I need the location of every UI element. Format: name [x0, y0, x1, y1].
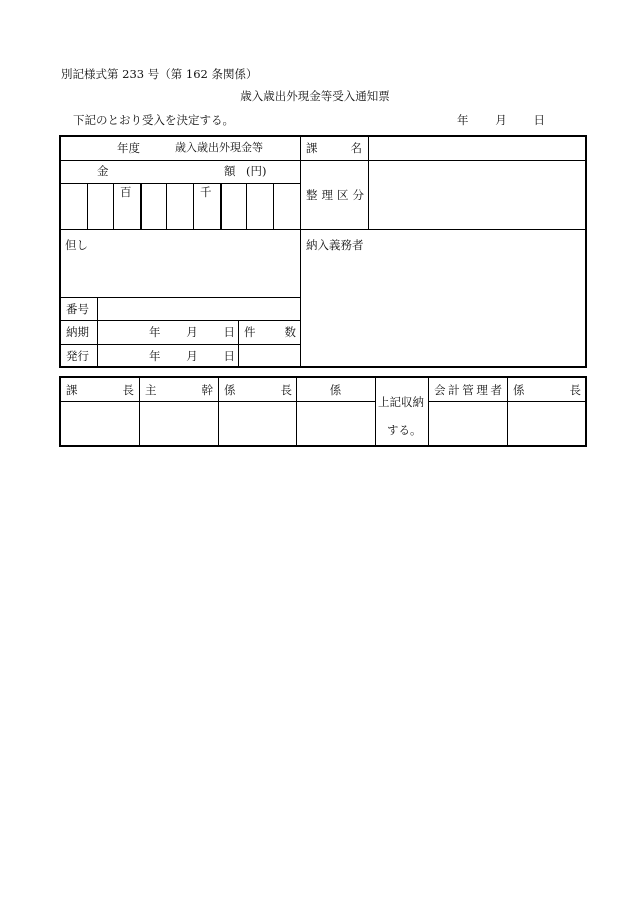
column-divider — [97, 297, 98, 367]
intro-text: 下記のとおり受入を決定する。 — [73, 113, 234, 127]
row-divider — [60, 297, 300, 298]
stamp-box-subsection-chief — [219, 402, 296, 445]
category-label: 歳入歳出外現金等 — [175, 141, 263, 154]
column-divider — [300, 136, 301, 367]
stamp-box-accounting-manager — [429, 402, 507, 445]
amount-unit-label: (円) — [246, 164, 267, 178]
label-char: 理 — [321, 188, 333, 202]
label-char — [164, 383, 176, 397]
label-char: 日 — [223, 325, 235, 339]
label-char — [483, 113, 495, 127]
label-char — [262, 383, 274, 397]
label-char: 長 — [122, 383, 134, 397]
label-char: 係 — [224, 383, 236, 397]
payer-label: 納入義務者 — [306, 238, 364, 252]
accounting-manager-label — [434, 383, 502, 397]
section-name-label — [306, 141, 362, 155]
label-char: 月 — [186, 325, 198, 339]
stamp-box-chief-officer — [140, 402, 218, 445]
label-char — [104, 383, 116, 397]
row-divider — [60, 401, 375, 402]
label-char — [183, 383, 195, 397]
row-divider — [60, 344, 300, 345]
receipt-note-line1: 上記収納 — [378, 395, 424, 409]
proviso-label: 但し — [65, 238, 88, 252]
amount-digit-cell — [246, 184, 273, 229]
label-char — [551, 383, 563, 397]
amount-digit-cell — [87, 184, 113, 229]
label-char: 課 — [306, 141, 318, 155]
stamp-box-accounting-subsection-chief — [508, 402, 585, 445]
label-char — [521, 113, 533, 127]
label-char — [205, 349, 217, 363]
row-divider — [428, 401, 586, 402]
due-date-fields — [149, 325, 235, 339]
label-char — [258, 325, 270, 339]
column-divider — [238, 320, 239, 367]
form-number: 別記様式第 233 号（第 162 条関係） — [61, 67, 258, 81]
label-char: 月 — [495, 113, 507, 127]
amount-label-gaku: 額 — [224, 164, 236, 178]
staff-label: 係 — [329, 383, 342, 397]
fiscal-year-label: 年度 — [117, 141, 140, 155]
amount-digit-cell — [60, 184, 87, 229]
label-char — [470, 113, 482, 127]
due-date-label: 納期 — [66, 325, 89, 339]
label-char: 数 — [284, 325, 296, 339]
row-divider — [60, 160, 586, 161]
label-char: 整 — [306, 188, 318, 202]
label-char — [321, 141, 333, 155]
number-label: 番号 — [66, 302, 89, 316]
column-divider — [507, 377, 508, 446]
section-chief-label — [66, 383, 134, 397]
label-char: 件 — [244, 325, 256, 339]
accounting-subsection-chief-label — [513, 383, 581, 397]
column-divider — [428, 377, 429, 446]
count-value-cell — [239, 345, 300, 366]
section-name-value-cell — [369, 137, 585, 160]
label-char: 日 — [533, 113, 545, 127]
label-char: 長 — [569, 383, 581, 397]
amount-digit-cell — [220, 184, 246, 229]
label-char: 会 — [434, 383, 446, 397]
label-char — [168, 325, 180, 339]
stamp-box-section-chief — [61, 402, 139, 445]
column-divider — [139, 377, 140, 446]
label-char: 幹 — [201, 383, 213, 397]
column-divider — [218, 377, 219, 446]
subsection-chief-label — [224, 383, 292, 397]
form-title: 歳入歳出外現金等受入通知票 — [240, 89, 390, 103]
label-char: 区 — [337, 188, 349, 202]
label-char: 管 — [462, 383, 474, 397]
proviso-cell — [61, 230, 300, 297]
label-char — [508, 113, 520, 127]
amount-digit-cell — [113, 184, 140, 229]
amount-digit-cell — [273, 184, 300, 229]
hundred-marker: 百 — [120, 185, 132, 199]
count-label — [244, 325, 296, 339]
label-char: 者 — [490, 383, 502, 397]
label-char: 年 — [149, 349, 161, 363]
label-char: 年 — [149, 325, 161, 339]
label-char: 年 — [457, 113, 469, 127]
amount-digit-cell — [140, 184, 166, 229]
column-divider — [368, 136, 369, 229]
label-char — [336, 141, 348, 155]
label-char: 主 — [145, 383, 157, 397]
label-char: 課 — [66, 383, 78, 397]
label-char — [243, 383, 255, 397]
classification-label — [306, 188, 364, 202]
label-char — [532, 383, 544, 397]
column-divider — [375, 377, 376, 446]
label-char: 月 — [186, 349, 198, 363]
label-char: 理 — [476, 383, 488, 397]
label-char: 長 — [280, 383, 292, 397]
row-divider — [60, 320, 300, 321]
stamp-box-staff — [297, 402, 375, 445]
label-char — [205, 325, 217, 339]
label-char: 日 — [223, 349, 235, 363]
amount-label-kin: 金 — [97, 164, 109, 178]
thousand-marker: 千 — [200, 185, 212, 199]
amount-digit-cell — [166, 184, 193, 229]
amount-digit-cell — [193, 184, 220, 229]
classification-value-cell — [369, 161, 585, 229]
chief-officer-label — [145, 383, 213, 397]
issue-label: 発行 — [66, 349, 89, 363]
label-char: 係 — [513, 383, 525, 397]
label-char: 計 — [448, 383, 460, 397]
label-char: 名 — [350, 141, 362, 155]
label-char: 分 — [352, 188, 364, 202]
decision-date — [457, 113, 545, 127]
label-char — [271, 325, 283, 339]
receipt-note-line2: する。 — [387, 423, 422, 437]
issue-date-fields — [149, 349, 235, 363]
label-char — [168, 349, 180, 363]
row-divider — [60, 229, 586, 230]
number-value-cell — [98, 298, 300, 320]
label-char — [85, 383, 97, 397]
